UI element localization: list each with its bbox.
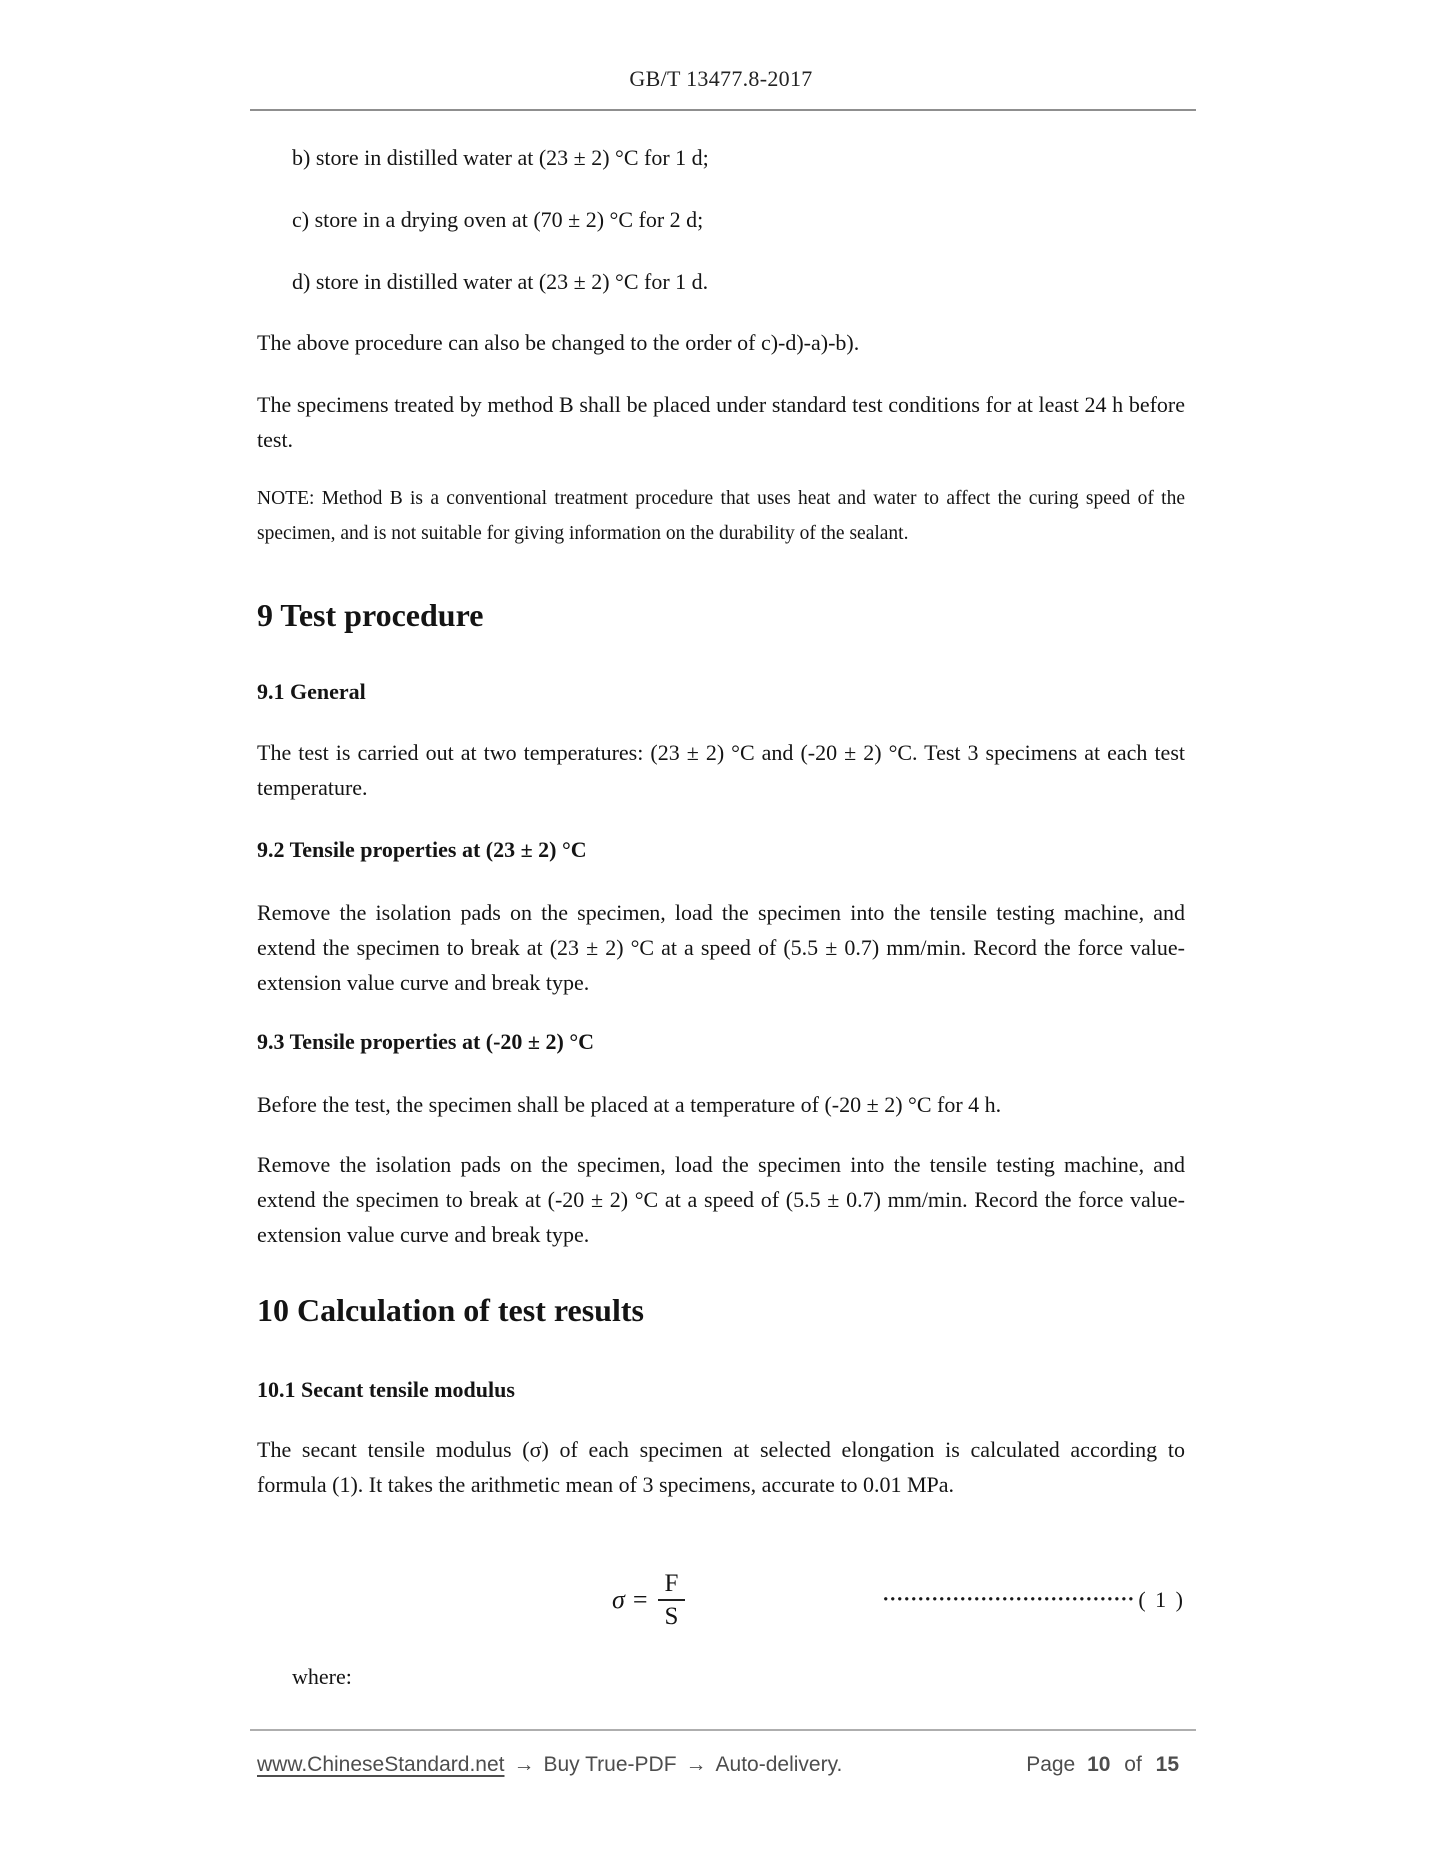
formula-equals: =	[632, 1585, 648, 1614]
section-9-2-heading: 9.2 Tensile properties at (23 ± 2) °C	[257, 837, 587, 862]
formula-leader-dots: ····································	[882, 1586, 1135, 1611]
list-item-d: d) store in distilled water at (23 ± 2) °C for 1 d.	[292, 269, 709, 294]
footer-buy-label: Buy True-PDF	[543, 1753, 677, 1776]
footer-site-link[interactable]: www.ChineseStandard.net	[257, 1753, 505, 1776]
section-10-heading: 10 Calculation of test results	[257, 1292, 644, 1328]
formula-expression	[612, 1570, 685, 1630]
section-9-2-body: Remove the isolation pads on the specimen, load the specimen into the tensile testing machine, and extend the specimen to break at (23 ± 2) °C at a speed of (5.5 ± 0.7) mm/min. Record the force value-extension value curve and break type.	[257, 900, 1185, 995]
formula-fraction	[658, 1570, 686, 1630]
footer-delivery-label: Auto-delivery.	[715, 1753, 843, 1776]
footer-of-label: of	[1124, 1753, 1142, 1776]
footer-arrow-icon-2: →	[685, 1753, 707, 1776]
section-9-3-body-2: Remove the isolation pads on the specimen, load the specimen into the tensile testing machine, and extend the specimen to break at (-20 ± 2) °C at a speed of (5.5 ± 0.7) mm/min. Record the force value-extension value curve and break type.	[257, 1152, 1185, 1247]
list-item-b: b) store in distilled water at (23 ± 2) °C for 1 d;	[292, 145, 709, 170]
formula-number: ( 1 )	[1138, 1587, 1185, 1612]
formula-tail	[882, 1587, 1185, 1613]
section-10-1-heading: 10.1 Secant tensile modulus	[257, 1377, 515, 1402]
section-9-1-body: The test is carried out at two temperatures: (23 ± 2) °C and (-20 ± 2) °C. Test 3 specimens at each test temperature.	[257, 740, 1185, 800]
header-divider	[250, 109, 1196, 111]
footer-page-current: 10	[1087, 1753, 1111, 1776]
section-9-3-heading: 9.3 Tensile properties at (-20 ± 2) °C	[257, 1029, 595, 1054]
section-10-1-body: The secant tensile modulus (σ) of each specimen at selected elongation is calculated according to formula (1). It takes the arithmetic mean of 3 specimens, accurate to 0.01 MPa.	[257, 1437, 1185, 1497]
footer-page-total: 15	[1155, 1753, 1179, 1776]
document-header-title: GB/T 13477.8-2017	[629, 66, 813, 91]
list-item-c: c) store in a drying oven at (70 ± 2) °C for 2 d;	[292, 207, 704, 232]
paragraph-order: The above procedure can also be changed to the order of c)-d)-a)-b).	[257, 330, 860, 355]
where-label: where:	[292, 1664, 352, 1689]
section-9-heading: 9 Test procedure	[257, 597, 484, 633]
formula-1	[257, 1555, 1185, 1645]
footer-arrow-icon-1: →	[513, 1753, 535, 1776]
formula-denominator: S	[664, 1603, 679, 1630]
formula-sigma: σ	[612, 1585, 625, 1614]
formula-numerator: F	[658, 1570, 686, 1601]
footer-divider	[250, 1729, 1196, 1731]
paragraph-method-b: The specimens treated by method B shall be placed under standard test conditions for at least 24 h before test.	[257, 392, 1185, 452]
section-9-3-body-1: Before the test, the specimen shall be placed at a temperature of (-20 ± 2) °C for 4 h.	[257, 1092, 1002, 1117]
page-footer	[257, 1752, 1185, 1778]
footer-page-label: Page	[1026, 1753, 1076, 1776]
footer-page-info	[1026, 1752, 1185, 1778]
paragraph-note: NOTE: Method B is a conventional treatment procedure that uses heat and water to affect the curing speed of the specimen, and is not suitable for giving information on the durability of the sealant.	[257, 488, 1185, 544]
section-9-1-heading: 9.1 General	[257, 679, 366, 704]
